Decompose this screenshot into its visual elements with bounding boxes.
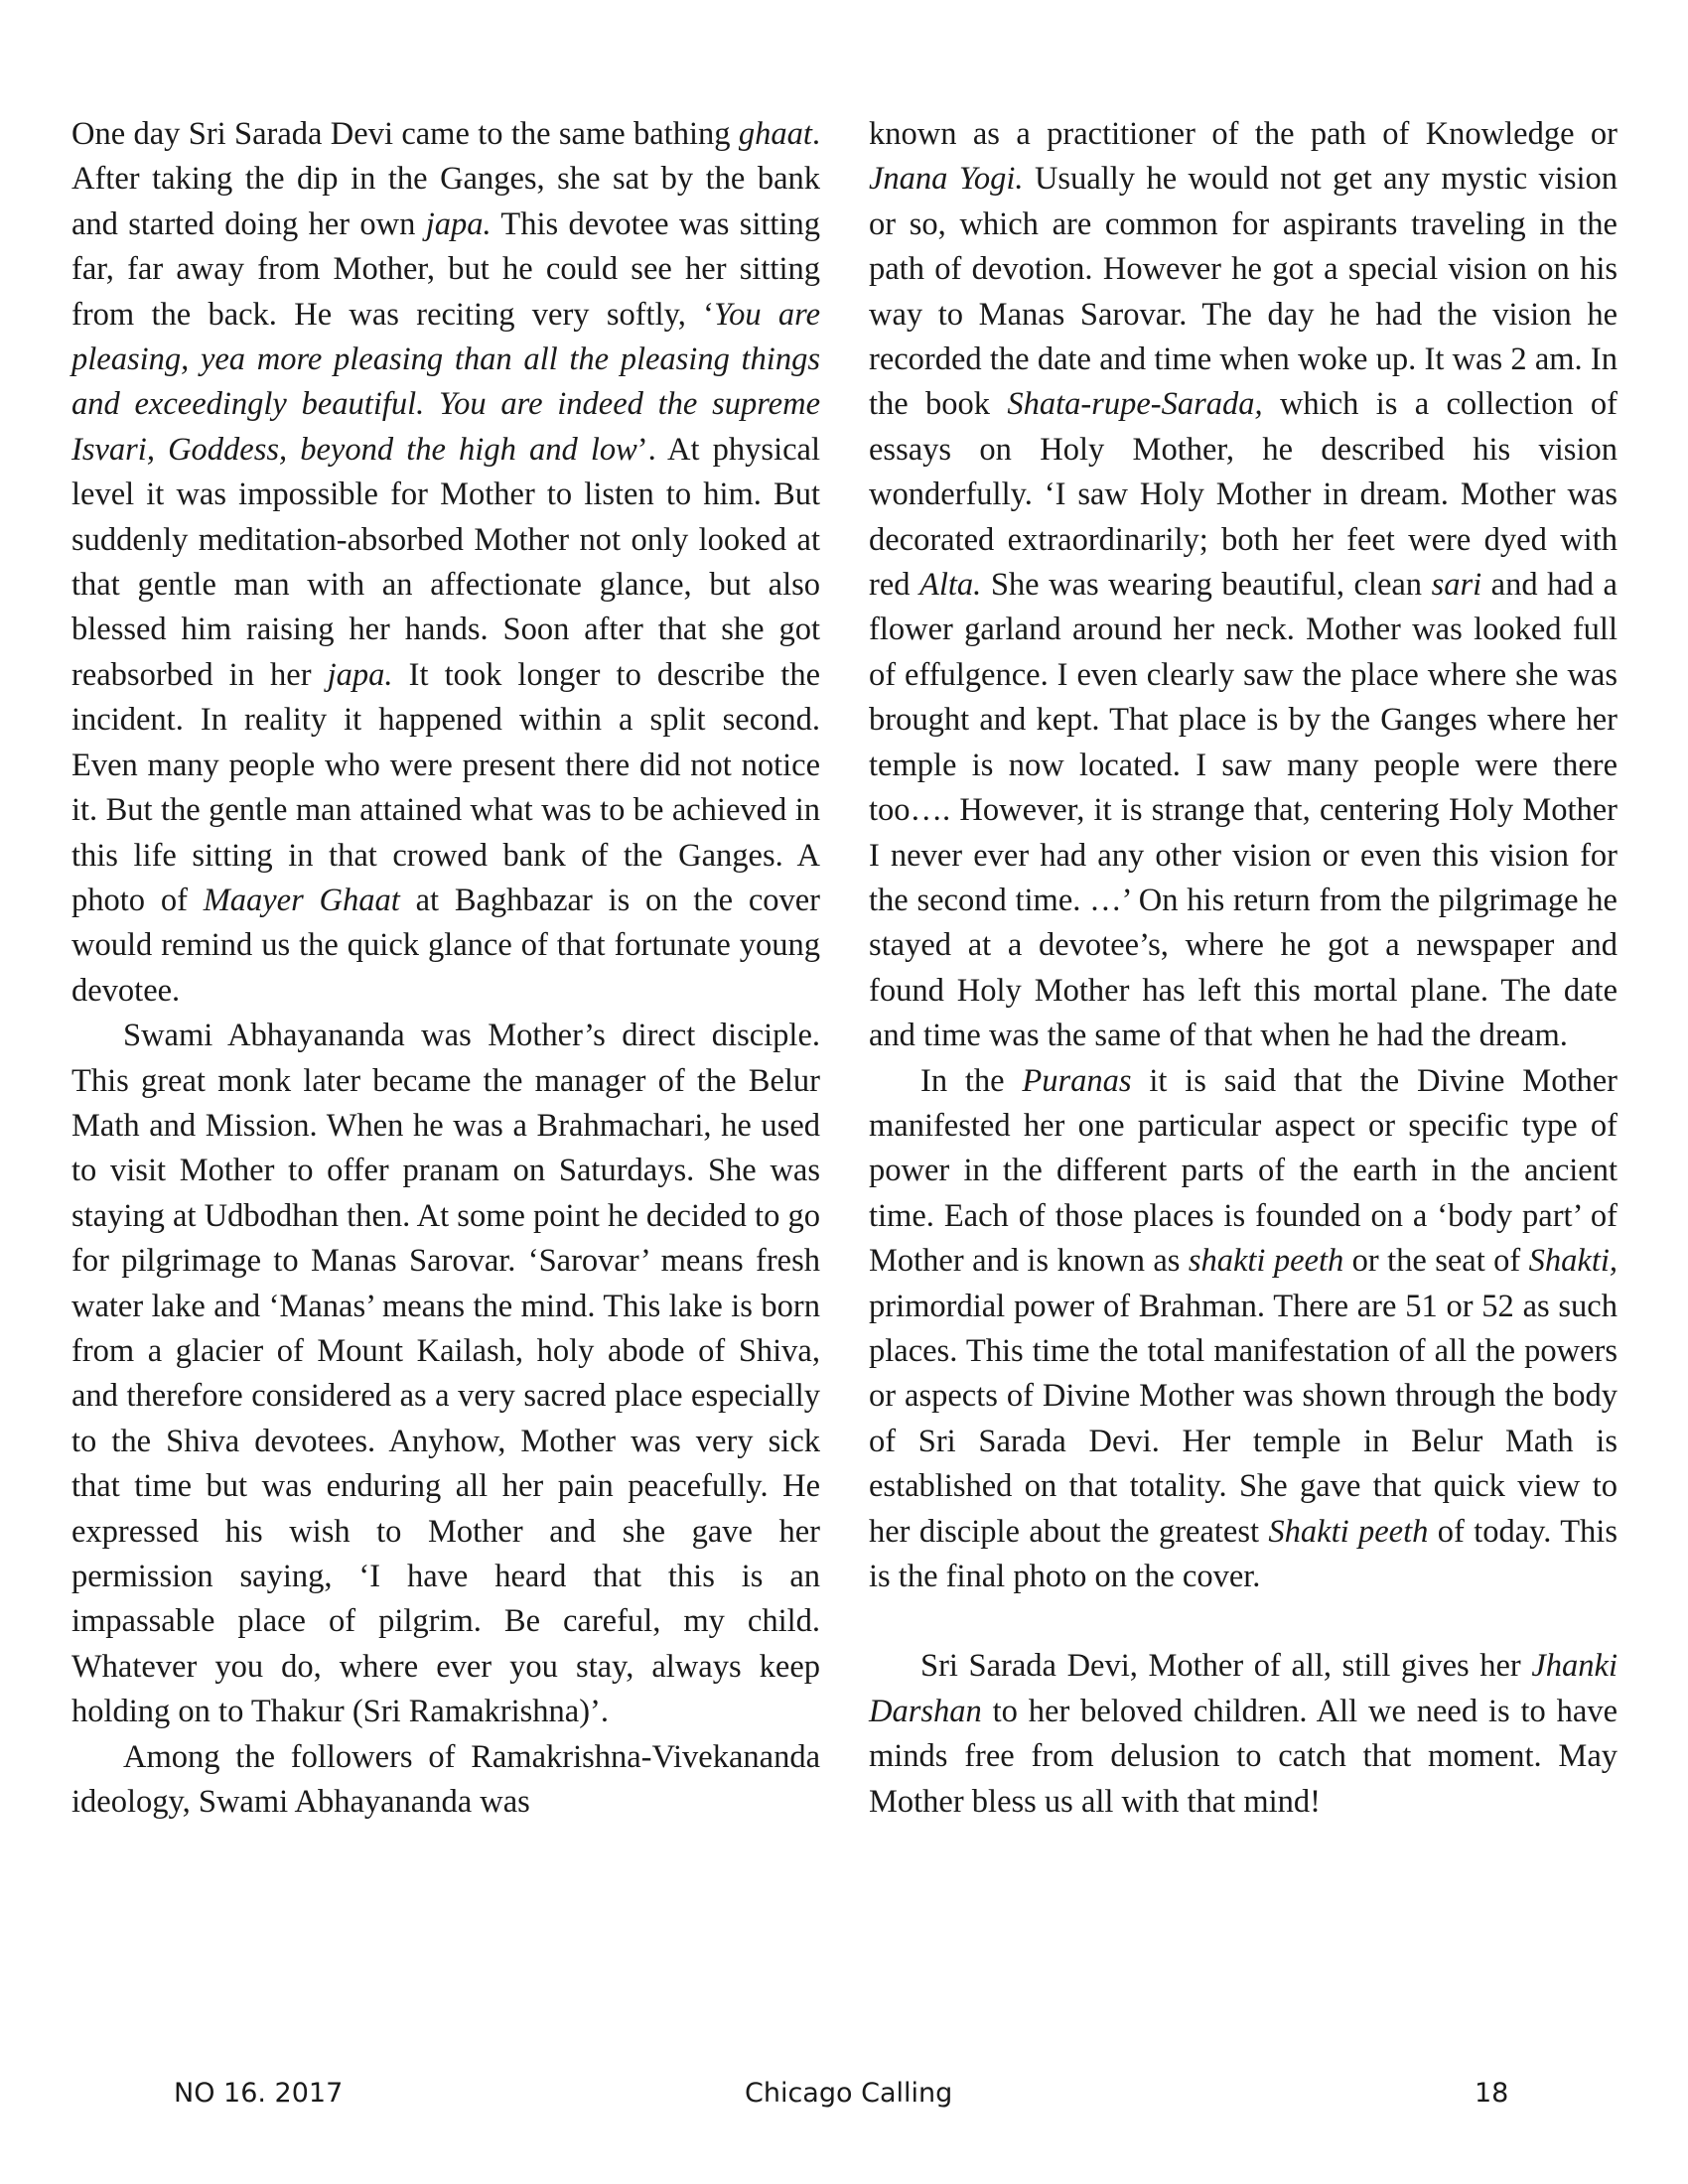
italic-term: shakti peeth	[1188, 1243, 1344, 1280]
text-run: primordial power of Brahman. There are 51 or 52 as such places. This time the total manifestation of all the powers or aspects of Divine Mother was shown through the body of Sri Sarada Devi. Her temple in Belur Math is established on that totality. She gave that quick view to her disciple about the greatest	[869, 1288, 1618, 1550]
italic-term: ghaat	[738, 116, 812, 152]
paragraph	[869, 112, 1618, 1059]
right-text-column	[869, 112, 1618, 1825]
footer-publication-title: Chicago Calling	[745, 2078, 953, 2109]
text-run: Usually he would not get any mystic vision or so, which are common for aspirants traveling in the path of devotion. However he got a special vision on his way to Manas Sarovar. The day he had the vision he recorded the date and time when woke up. It was 2 am. In the book	[869, 161, 1618, 423]
text-run: In the	[920, 1062, 1023, 1099]
text-run: . After taking the dip in the Ganges, she sat by the bank and started doing her own	[71, 116, 820, 242]
text-run: which is a collection of essays on Holy Mother, he described his vision wonderfully. ‘I saw Holy Mother in dream. Mother was decorated extraordinarily; both her feet were dyed with red	[869, 386, 1618, 604]
footer-issue-number: NO 16. 2017	[174, 2078, 344, 2109]
paragraph	[71, 112, 820, 1014]
text-run: of today. This is the final photo on the cover.	[869, 1513, 1618, 1594]
text-run: Among the followers of Ramakrishna-Vivekananda ideology, Swami Abhayananda was	[71, 1738, 820, 1821]
italic-term: japa.	[327, 656, 393, 693]
text-run: known as a practitioner of the path of Knowledge or	[869, 116, 1618, 152]
italic-term: You are pleasing, yea more pleasing than all the pleasing things and exceedingly beautiful. You are indeed the supreme Isvari, Goddess, beyond the high and low	[71, 296, 820, 468]
paragraph	[869, 1059, 1618, 1600]
text-run: or the seat of	[1343, 1243, 1529, 1280]
text-run: Swami Abhayananda was Mother’s direct disciple. This great monk later became the manager of the Belur Math and Mission. When he was a Brahmachari, he used to visit Mother to offer pranam on Saturdays. She was staying at Udbodhan then. At some point he decided to go for pilgrimage to Manas Sarovar. ‘Sarovar’ means fresh water lake and ‘Manas’ means the mind. This lake is born from a glacier of Mount Kailash, holy abode of Shiva, and therefore considered as a very sacred place especially to the Shiva devotees. Anyhow, Mother was very sick that time but was enduring all her pain peacefully. He expressed his wish to Mother and she gave her permission saying, ‘I have heard that this is an impassable place of pilgrim. Be careful, my child. Whatever you do, where ever you stay, always keep holding on to Thakur (Sri Ramakrishna)’.	[71, 1018, 820, 1730]
text-run: One day Sri Sarada Devi came to the same bathing	[71, 116, 739, 152]
text-run: and had a flower garland around her neck. Mother was looked full of effulgence. I even clearly saw the place where she was brought and kept. That place is by the Ganges where her temple is now located. I saw many people were there too…. However, it is strange that, centering Holy Mother I never ever had any other vision or even this vision for the second time. …’ On his return from the pilgrimage he stayed at a devotee’s, where he got a newspaper and found Holy Mother has left this mortal plane. The date and time was the same of that when he had the dream.	[869, 567, 1618, 1054]
italic-term: Alta.	[919, 567, 982, 604]
left-text-column	[71, 112, 820, 1825]
text-run: Sri Sarada Devi, Mother of all, still gives her	[920, 1648, 1532, 1685]
italic-term: Puranas	[1022, 1062, 1132, 1099]
text-run: This devotee was sitting far, far away from Mother, but he could see her sitting from the back. He was reciting very softly, ‘	[71, 205, 820, 333]
text-run: ’. At physical level it was impossible for Mother to listen to him. But suddenly meditation-absorbed Mother not only looked at that gentle man with an affectionate glance, but also blessed him raising her hands. Soon after that she got reabsorbed in her	[71, 431, 820, 693]
italic-term: Shakti,	[1528, 1243, 1618, 1280]
italic-term: Maayer Ghaat	[203, 882, 400, 918]
text-run: to her beloved children. All we need is to have minds free from delusion to catch that moment. May Mother bless us all with that mind!	[869, 1693, 1618, 1820]
italic-term: Jnana Yogi.	[869, 161, 1024, 198]
text-run: She was wearing beautiful, clean	[981, 567, 1432, 604]
text-run: It took longer to describe the incident. In reality it happened within a split second. Even many people who were present there did not notice it. But the gentle man attained what was to be achieved in this life sitting in that crowed bank of the Ganges. A photo of	[71, 656, 820, 918]
italic-term: Shata-rupe-Sarada,	[1007, 386, 1263, 423]
italic-term: Shakti peeth	[1268, 1513, 1429, 1550]
footer-page-number: 18	[1475, 2078, 1509, 2109]
italic-term: Jhanki Darshan	[869, 1648, 1618, 1729]
text-run: at Baghbazar is on the cover would remind us the quick glance of that fortunate young devotee.	[71, 882, 820, 1009]
text-run: it is said that the Divine Mother manifested her one particular aspect or specific type of power in the different parts of the earth in the ancient time. Each of those places is founded on a ‘body part’ of Mother and is known as	[869, 1062, 1618, 1280]
italic-term: japa.	[425, 205, 492, 242]
paragraph	[71, 1735, 820, 1826]
italic-term: sari	[1431, 567, 1482, 604]
paragraph	[869, 1644, 1618, 1825]
paragraph	[71, 1014, 820, 1735]
